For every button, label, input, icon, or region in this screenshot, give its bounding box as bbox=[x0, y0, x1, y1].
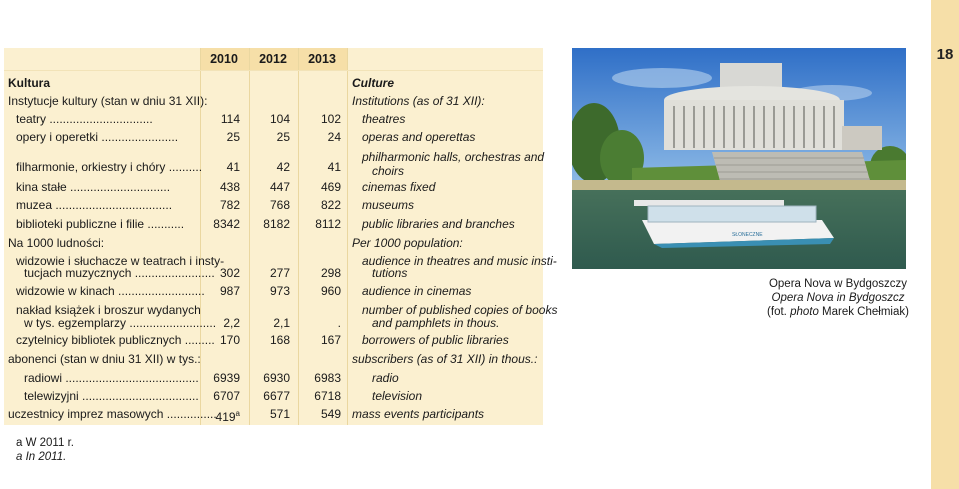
subheading-pl: Instytucje kultury (stan w dniu 31 XII): bbox=[8, 94, 208, 108]
value-2010: 41 bbox=[226, 160, 240, 174]
value-2010: 25 bbox=[226, 130, 240, 144]
value-2013: 298 bbox=[320, 266, 341, 280]
value-2012: 447 bbox=[269, 180, 290, 194]
footnote-marker: a bbox=[235, 409, 240, 418]
tour-boat bbox=[634, 200, 834, 248]
value-2010: 782 bbox=[219, 198, 240, 212]
row-label-en: borrowers of public libraries bbox=[362, 333, 509, 347]
row-label-en: museums bbox=[362, 198, 415, 212]
footnotes bbox=[16, 436, 74, 464]
value-2013: 102 bbox=[320, 112, 341, 126]
row-label-en-line2: choirs bbox=[372, 164, 405, 178]
value-2013: 6983 bbox=[314, 371, 341, 385]
subscribers-pl: abonenci (stan w dniu 31 XII) w tys.: bbox=[8, 352, 201, 366]
value-2012: 25 bbox=[276, 130, 290, 144]
caption-credit: (fot. photo Marek Chełmiak) bbox=[767, 306, 909, 318]
svg-text:SŁONECZNE: SŁONECZNE bbox=[732, 232, 763, 238]
value-2010: 6707 bbox=[213, 389, 240, 403]
row-label-pl: teatry ............................... bbox=[16, 112, 153, 126]
value-2012: 277 bbox=[269, 266, 290, 280]
value-2012: 8182 bbox=[263, 217, 290, 231]
value-2013: 549 bbox=[320, 407, 341, 421]
column-divider bbox=[347, 48, 348, 425]
row-label-pl: czytelnicy bibliotek publicznych ......... bbox=[16, 333, 215, 347]
value-2010: 987 bbox=[219, 284, 240, 298]
column-divider bbox=[249, 48, 250, 425]
column-divider bbox=[298, 48, 299, 425]
heading-pl: Kultura bbox=[8, 76, 50, 90]
row-label-pl: filharmonie, orkiestry i chóry .......... bbox=[16, 160, 203, 174]
row-label-en: mass events participants bbox=[352, 407, 485, 421]
row-divider bbox=[4, 70, 543, 71]
row-label-en: television bbox=[372, 389, 423, 403]
value-2010: 2,2 bbox=[223, 316, 240, 330]
value-2013: 469 bbox=[320, 180, 341, 194]
value-2012: 2,1 bbox=[273, 316, 290, 330]
photo-caption bbox=[758, 277, 918, 319]
row-label-en: audience in cinemas bbox=[362, 284, 472, 298]
subscribers-en: subscribers (as of 31 XII) in thous.: bbox=[352, 352, 538, 366]
page-number: 18 bbox=[936, 46, 954, 63]
row-label-pl: radiowi ........................................ bbox=[24, 371, 199, 385]
row-label-en: radio bbox=[372, 371, 399, 385]
value-2010: 419$^a$ bbox=[215, 409, 240, 424]
value-2010: 302 bbox=[219, 266, 240, 280]
heading-en: Culture bbox=[352, 76, 394, 90]
value-2013: 6718 bbox=[314, 389, 341, 403]
value-2012: 168 bbox=[269, 333, 290, 347]
row-label-pl-line1: nakład książek i broszur wydanych bbox=[16, 303, 201, 317]
row-label-en-line1: audience in theatres and music insti- bbox=[362, 254, 557, 268]
year-2010: 2010 bbox=[210, 52, 238, 66]
value-2013: . bbox=[337, 316, 341, 330]
value-2013: 960 bbox=[320, 284, 341, 298]
footnote-pl: a W 2011 r. bbox=[16, 437, 74, 449]
row-label-en-line1: philharmonic halls, orchestras and bbox=[362, 150, 545, 164]
value-2012: 104 bbox=[269, 112, 290, 126]
row-label-pl: kina stałe .............................. bbox=[16, 180, 171, 194]
row-label-en-line2: tutions bbox=[372, 266, 408, 280]
row-label-en: cinemas fixed bbox=[362, 180, 436, 194]
value-2010: 6939 bbox=[213, 371, 240, 385]
row-label-pl: widzowie w kinach .......................... bbox=[16, 284, 205, 298]
value-2013: 24 bbox=[327, 130, 341, 144]
per1000-en: Per 1000 population: bbox=[352, 236, 463, 250]
value-2012: 768 bbox=[269, 198, 290, 212]
value-2013: 167 bbox=[320, 333, 341, 347]
row-label-en-line2: and pamphlets in thous. bbox=[372, 316, 500, 330]
row-label-en-line1: number of published copies of books bbox=[362, 303, 558, 317]
row-label-pl: biblioteki publiczne i filie ........... bbox=[16, 217, 185, 231]
value-2012: 42 bbox=[276, 160, 290, 174]
row-label-pl: uczestnicy imprez masowych ............... bbox=[8, 407, 217, 421]
caption-pl: Opera Nova w Bydgoszczy bbox=[768, 278, 908, 290]
value-2013: 41 bbox=[327, 160, 341, 174]
row-label-pl-line2: tucjach muzycznych ........................ bbox=[24, 266, 215, 280]
caption-en: Opera Nova in Bydgoszcz bbox=[771, 292, 905, 304]
row-label-pl: muzea ................................... bbox=[16, 198, 173, 212]
value-2010: 438 bbox=[219, 180, 240, 194]
value-2010: 170 bbox=[219, 333, 240, 347]
row-label-pl: telewizyjni ................................... bbox=[24, 389, 199, 403]
value-2013: 8112 bbox=[315, 217, 341, 231]
row-label-pl-line2: w tys. egzemplarzy .......................... bbox=[24, 316, 217, 330]
value-2010: 8342 bbox=[213, 217, 240, 231]
value-2013: 822 bbox=[320, 198, 341, 212]
per1000-pl: Na 1000 ludności: bbox=[8, 236, 105, 250]
row-label-en: theatres bbox=[362, 112, 406, 126]
value-2012: 6677 bbox=[263, 389, 290, 403]
year-2013: 2013 bbox=[308, 52, 336, 66]
row-label-en: operas and operettas bbox=[362, 130, 476, 144]
value-2012: 973 bbox=[269, 284, 290, 298]
row-label-pl-line1: widzowie i słuchacze w teatrach i insty- bbox=[16, 254, 225, 268]
value-2012: 6930 bbox=[263, 371, 290, 385]
subheading-en: Institutions (as of 31 XII): bbox=[352, 94, 485, 108]
opera-nova-photo bbox=[572, 48, 906, 269]
year-2012: 2012 bbox=[259, 52, 287, 66]
row-label-pl: opery i operetki ....................... bbox=[16, 130, 179, 144]
row-label-en: public libraries and branches bbox=[362, 217, 515, 231]
value-2010: 114 bbox=[220, 112, 240, 126]
footnote-en: a In 2011. bbox=[16, 451, 67, 463]
right-sidebar-band bbox=[931, 0, 959, 489]
value-2012: 571 bbox=[269, 407, 290, 421]
